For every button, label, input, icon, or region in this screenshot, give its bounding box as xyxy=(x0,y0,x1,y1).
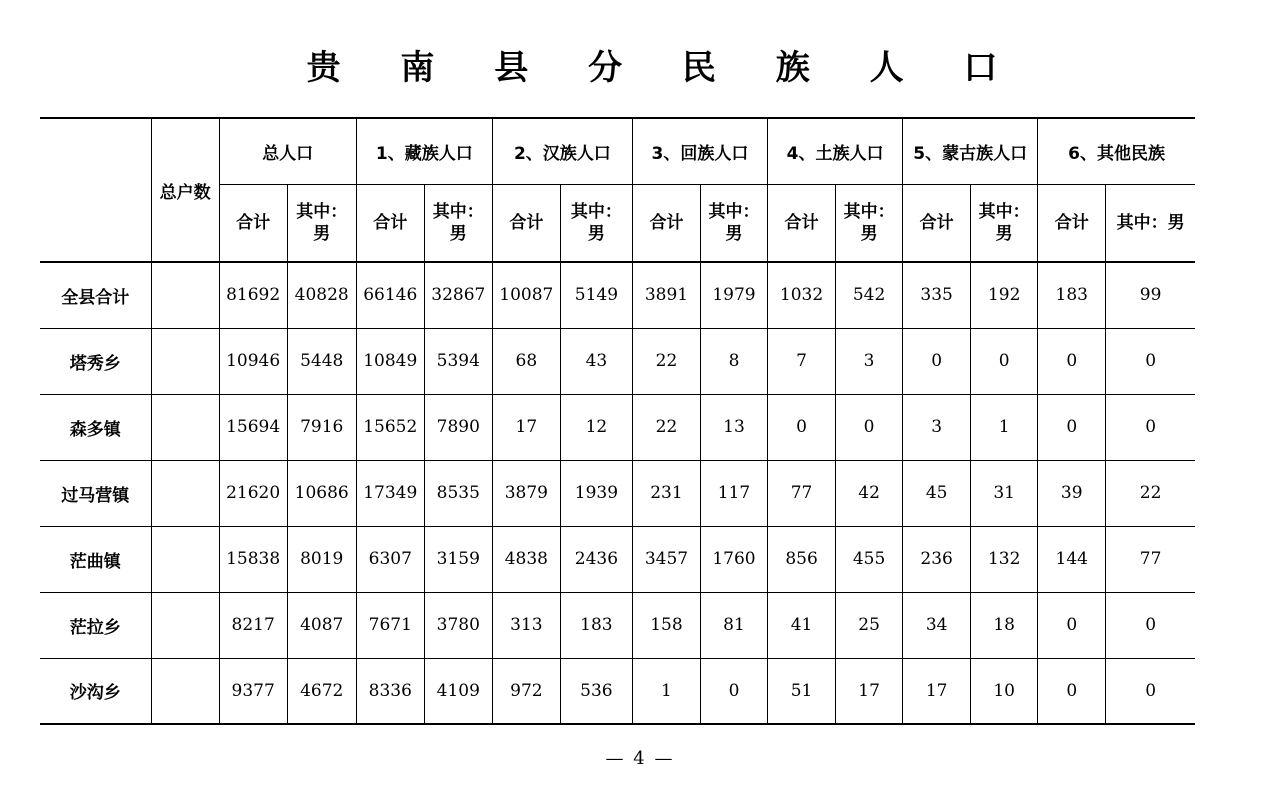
cell-male: 4109 xyxy=(424,658,492,724)
cell-total: 3 xyxy=(903,394,971,460)
header-sub-total: 合计 xyxy=(768,184,836,262)
cell-total: 972 xyxy=(492,658,560,724)
cell-male: 10 xyxy=(971,658,1038,724)
header-row-groups xyxy=(40,118,1195,184)
table-row xyxy=(40,460,1195,526)
table-row xyxy=(40,658,1195,724)
cell-male: 192 xyxy=(971,262,1038,328)
row-name: 茫拉乡 xyxy=(40,592,151,658)
header-sub-total: 合计 xyxy=(632,184,700,262)
cell-male: 0 xyxy=(700,658,767,724)
cell-total: 17 xyxy=(903,658,971,724)
header-sub-male: 其中： 男 xyxy=(287,184,356,262)
cell-total: 45 xyxy=(903,460,971,526)
cell-total: 231 xyxy=(632,460,700,526)
cell-male: 22 xyxy=(1106,460,1195,526)
cell-male: 0 xyxy=(1106,592,1195,658)
cell-male: 5394 xyxy=(424,328,492,394)
row-name: 茫曲镇 xyxy=(40,526,151,592)
cell-male: 31 xyxy=(971,460,1038,526)
cell-total: 39 xyxy=(1038,460,1106,526)
cell-total: 81692 xyxy=(219,262,287,328)
cell-male: 43 xyxy=(560,328,632,394)
cell-male: 455 xyxy=(836,526,903,592)
header-group-total: 总人口 xyxy=(219,118,356,184)
cell-male: 117 xyxy=(700,460,767,526)
row-households xyxy=(151,592,219,658)
cell-total: 9377 xyxy=(219,658,287,724)
cell-total: 158 xyxy=(632,592,700,658)
header-sub-total: 合计 xyxy=(356,184,424,262)
cell-male: 42 xyxy=(836,460,903,526)
cell-total: 1032 xyxy=(768,262,836,328)
cell-male: 1939 xyxy=(560,460,632,526)
cell-male: 81 xyxy=(700,592,767,658)
cell-male: 7890 xyxy=(424,394,492,460)
cell-total: 66146 xyxy=(356,262,424,328)
cell-total: 6307 xyxy=(356,526,424,592)
cell-male: 32867 xyxy=(424,262,492,328)
cell-male: 18 xyxy=(971,592,1038,658)
row-name: 过马营镇 xyxy=(40,460,151,526)
table-row xyxy=(40,262,1195,328)
table-body xyxy=(40,262,1195,724)
header-group-tu: 4、土族人口 xyxy=(768,118,903,184)
header-group-han: 2、汉族人口 xyxy=(492,118,632,184)
cell-total: 7671 xyxy=(356,592,424,658)
cell-male: 542 xyxy=(836,262,903,328)
page-title: 贵 南 县 分 民 族 人 口 xyxy=(306,48,1022,88)
corner-cell xyxy=(40,118,151,262)
cell-total: 8336 xyxy=(356,658,424,724)
header-sub-male: 其中： 男 xyxy=(424,184,492,262)
cell-total: 335 xyxy=(903,262,971,328)
header-group-tibetan: 1、藏族人口 xyxy=(356,118,492,184)
cell-male: 8019 xyxy=(287,526,356,592)
row-households xyxy=(151,328,219,394)
row-households xyxy=(151,526,219,592)
cell-total: 10849 xyxy=(356,328,424,394)
row-name: 森多镇 xyxy=(40,394,151,460)
cell-male: 5149 xyxy=(560,262,632,328)
header-sub-total: 合计 xyxy=(903,184,971,262)
cell-total: 34 xyxy=(903,592,971,658)
cell-total: 17349 xyxy=(356,460,424,526)
header-sub-male: 其中： 男 xyxy=(560,184,632,262)
cell-male: 8 xyxy=(700,328,767,394)
cell-total: 15838 xyxy=(219,526,287,592)
header-households: 总户数 xyxy=(151,118,219,262)
header-sub-male: 其中： 男 xyxy=(971,184,1038,262)
cell-male: 8535 xyxy=(424,460,492,526)
row-name: 全县合计 xyxy=(40,262,151,328)
cell-total: 0 xyxy=(1038,394,1106,460)
cell-total: 17 xyxy=(492,394,560,460)
cell-total: 313 xyxy=(492,592,560,658)
cell-total: 68 xyxy=(492,328,560,394)
cell-male: 3 xyxy=(836,328,903,394)
cell-total: 22 xyxy=(632,328,700,394)
table-row xyxy=(40,394,1195,460)
cell-male: 0 xyxy=(1106,328,1195,394)
cell-male: 183 xyxy=(560,592,632,658)
row-name: 沙沟乡 xyxy=(40,658,151,724)
header-sub-male: 其中：男 xyxy=(1106,184,1195,262)
cell-total: 10087 xyxy=(492,262,560,328)
cell-male: 99 xyxy=(1106,262,1195,328)
cell-male: 3159 xyxy=(424,526,492,592)
cell-male: 0 xyxy=(1106,658,1195,724)
cell-total: 0 xyxy=(1038,592,1106,658)
cell-male: 77 xyxy=(1106,526,1195,592)
cell-male: 132 xyxy=(971,526,1038,592)
cell-male: 3780 xyxy=(424,592,492,658)
cell-total: 3891 xyxy=(632,262,700,328)
cell-male: 5448 xyxy=(287,328,356,394)
cell-male: 17 xyxy=(836,658,903,724)
cell-total: 0 xyxy=(903,328,971,394)
cell-male: 13 xyxy=(700,394,767,460)
cell-total: 236 xyxy=(903,526,971,592)
cell-male: 25 xyxy=(836,592,903,658)
cell-male: 4672 xyxy=(287,658,356,724)
cell-male: 40828 xyxy=(287,262,356,328)
cell-total: 10946 xyxy=(219,328,287,394)
cell-male: 12 xyxy=(560,394,632,460)
cell-total: 0 xyxy=(1038,328,1106,394)
cell-male: 1760 xyxy=(700,526,767,592)
cell-male: 1 xyxy=(971,394,1038,460)
cell-total: 856 xyxy=(768,526,836,592)
cell-total: 51 xyxy=(768,658,836,724)
row-name: 塔秀乡 xyxy=(40,328,151,394)
table-row xyxy=(40,526,1195,592)
cell-total: 3457 xyxy=(632,526,700,592)
cell-total: 15694 xyxy=(219,394,287,460)
cell-total: 41 xyxy=(768,592,836,658)
cell-total: 21620 xyxy=(219,460,287,526)
cell-male: 0 xyxy=(836,394,903,460)
cell-male: 10686 xyxy=(287,460,356,526)
cell-male: 0 xyxy=(1106,394,1195,460)
cell-total: 22 xyxy=(632,394,700,460)
cell-male: 1979 xyxy=(700,262,767,328)
row-households xyxy=(151,262,219,328)
header-sub-male: 其中： 男 xyxy=(700,184,767,262)
header-sub-total: 合计 xyxy=(219,184,287,262)
header-sub-male: 其中： 男 xyxy=(836,184,903,262)
cell-male: 7916 xyxy=(287,394,356,460)
page-number: — 4 — xyxy=(605,748,675,769)
row-households xyxy=(151,658,219,724)
cell-male: 0 xyxy=(971,328,1038,394)
header-sub-total: 合计 xyxy=(1038,184,1106,262)
row-households xyxy=(151,460,219,526)
row-households xyxy=(151,394,219,460)
cell-total: 7 xyxy=(768,328,836,394)
cell-total: 77 xyxy=(768,460,836,526)
cell-male: 536 xyxy=(560,658,632,724)
table-row xyxy=(40,328,1195,394)
cell-total: 15652 xyxy=(356,394,424,460)
cell-total: 3879 xyxy=(492,460,560,526)
header-group-mongol: 5、蒙古族人口 xyxy=(903,118,1038,184)
cell-male: 4087 xyxy=(287,592,356,658)
cell-total: 0 xyxy=(1038,658,1106,724)
header-group-other: 6、其他民族 xyxy=(1038,118,1195,184)
header-group-hui: 3、回族人口 xyxy=(632,118,767,184)
cell-male: 2436 xyxy=(560,526,632,592)
table-row xyxy=(40,592,1195,658)
cell-total: 8217 xyxy=(219,592,287,658)
cell-total: 183 xyxy=(1038,262,1106,328)
population-table xyxy=(40,117,1195,725)
cell-total: 0 xyxy=(768,394,836,460)
cell-total: 144 xyxy=(1038,526,1106,592)
header-sub-total: 合计 xyxy=(492,184,560,262)
cell-total: 4838 xyxy=(492,526,560,592)
cell-total: 1 xyxy=(632,658,700,724)
